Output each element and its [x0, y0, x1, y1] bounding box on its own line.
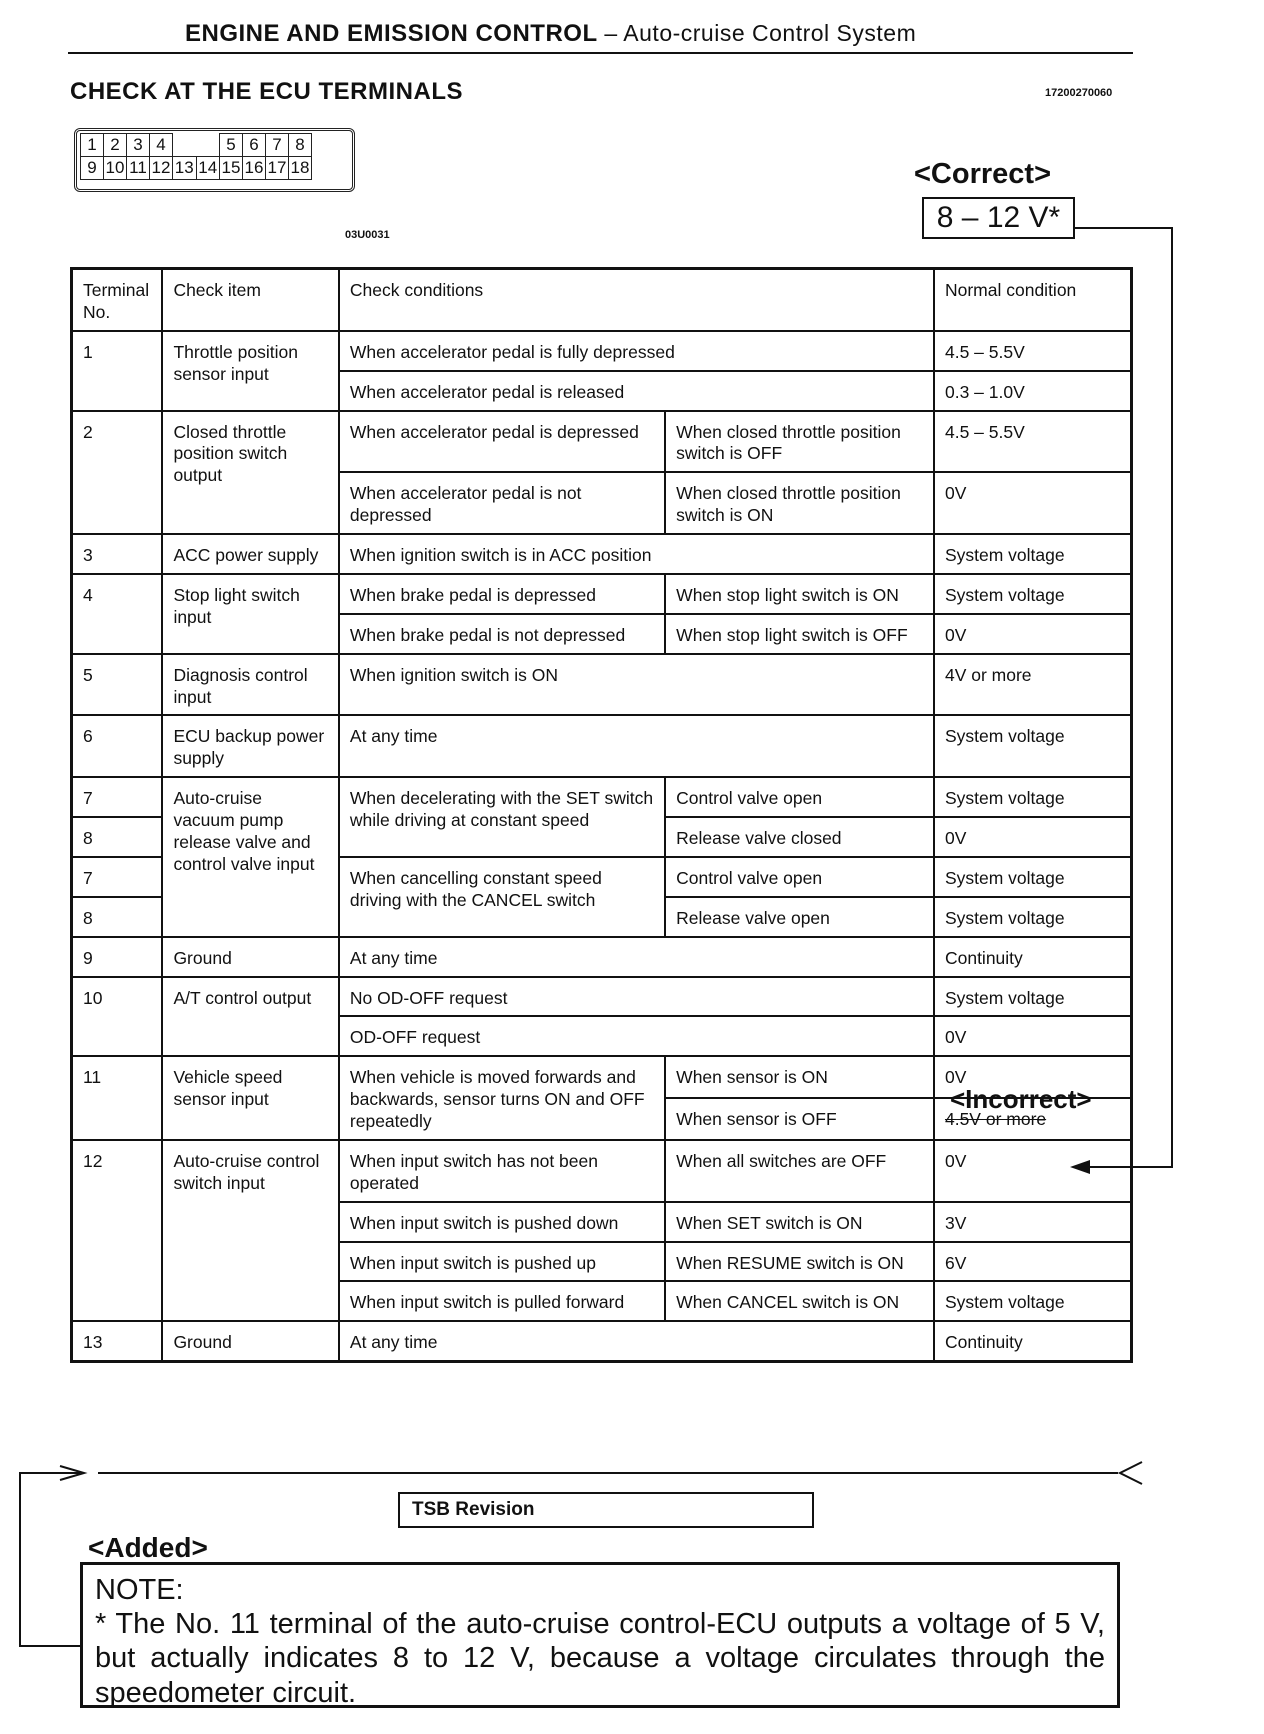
- terminal-no: 7: [72, 857, 163, 897]
- check-condition: When input switch is pulled forward: [339, 1281, 665, 1321]
- check-item: Throttle position sensor input: [162, 331, 338, 411]
- normal-condition: System voltage: [934, 574, 1132, 614]
- normal-condition: 3V: [934, 1202, 1132, 1242]
- check-sub-condition: Release valve open: [665, 897, 934, 937]
- terminal-no: 11: [72, 1056, 163, 1140]
- check-condition: At any time: [339, 715, 934, 777]
- check-sub-condition: When sensor is ON: [665, 1056, 934, 1098]
- normal-condition: 0V: [934, 1016, 1132, 1056]
- terminal-no: 5: [72, 654, 163, 716]
- terminal-no: 13: [72, 1321, 163, 1361]
- section-title: CHECK AT THE ECU TERMINALS: [70, 78, 463, 105]
- check-item: Auto-cruise vacuum pump release valve and control valve input: [162, 777, 338, 937]
- check-item: Ground: [162, 1321, 338, 1361]
- check-condition: When accelerator pedal is fully depressed: [339, 331, 934, 371]
- terminal-no: 4: [72, 574, 163, 654]
- note-box: [80, 1562, 1120, 1708]
- connector-pin: 8: [289, 134, 312, 157]
- normal-condition: 0V: [934, 1140, 1132, 1202]
- header-normal-condition: Normal condition: [934, 269, 1132, 331]
- check-sub-condition: When stop light switch is ON: [665, 574, 934, 614]
- check-sub-condition: When sensor is OFF: [665, 1098, 934, 1140]
- check-condition: When input switch has not been operated: [339, 1140, 665, 1202]
- normal-condition: System voltage: [934, 897, 1132, 937]
- added-label: <Added>: [88, 1532, 208, 1563]
- terminal-no: 8: [72, 897, 163, 937]
- check-condition: When accelerator pedal is depressed: [339, 411, 665, 473]
- check-item: ECU backup power supply: [162, 715, 338, 777]
- header-title-main: ENGINE AND EMISSION CONTROL: [185, 20, 598, 47]
- terminal-no: 8: [72, 817, 163, 857]
- connector-pin: 4: [150, 134, 173, 157]
- connector-pin: 1: [81, 134, 104, 157]
- correct-leader-line: [1073, 228, 1172, 1167]
- check-item: Auto-cruise control switch input: [162, 1140, 338, 1321]
- check-item: Stop light switch input: [162, 574, 338, 654]
- header-check-conditions: Check conditions: [339, 269, 934, 331]
- added-leader-line: [20, 1473, 80, 1646]
- revision-divider: [98, 1472, 1118, 1474]
- correct-label: <Correct>: [914, 158, 1052, 190]
- normal-condition: 0V: [934, 472, 1132, 534]
- connector-code: 03U0031: [345, 229, 390, 241]
- connector-pin: 13: [173, 157, 197, 180]
- check-sub-condition: Release valve closed: [665, 817, 934, 857]
- normal-condition: System voltage: [934, 777, 1132, 817]
- note-title: NOTE:: [95, 1574, 184, 1606]
- check-condition: When accelerator pedal is released: [339, 371, 934, 411]
- normal-condition: 0V: [934, 817, 1132, 857]
- check-condition: No OD-OFF request: [339, 977, 934, 1017]
- terminal-no: 3: [72, 534, 163, 574]
- check-sub-condition: When all switches are OFF: [665, 1140, 934, 1202]
- check-sub-condition: Control valve open: [665, 777, 934, 817]
- connector-pin: 18: [289, 157, 312, 180]
- check-condition: At any time: [339, 937, 934, 977]
- terminal-no: 2: [72, 411, 163, 535]
- connector-pin: 15: [220, 157, 243, 180]
- check-item: Diagnosis control input: [162, 654, 338, 716]
- connector-pin: 14: [196, 157, 220, 180]
- connector-pin: 12: [150, 157, 173, 180]
- normal-condition: 0V: [934, 614, 1132, 654]
- check-sub-condition: Control valve open: [665, 857, 934, 897]
- terminal-no: 7: [72, 777, 163, 817]
- check-item: Ground: [162, 937, 338, 977]
- terminal-no: 9: [72, 937, 163, 977]
- check-item: ACC power supply: [162, 534, 338, 574]
- connector-pin: 2: [104, 134, 127, 157]
- normal-condition: 4.5 – 5.5V: [934, 411, 1132, 473]
- check-sub-condition: When closed throttle position switch is OFF: [665, 411, 934, 473]
- normal-condition: System voltage: [934, 534, 1132, 574]
- note-text: * The No. 11 terminal of the auto-cruise control-ECU outputs a voltage of 5 V, but actually indicates 8 to 12 V, because a voltage circulates through the speedometer circuit.: [95, 1608, 1105, 1709]
- check-condition: When brake pedal is not depressed: [339, 614, 665, 654]
- check-condition: When ignition switch is in ACC position: [339, 534, 934, 574]
- terminal-no: 10: [72, 977, 163, 1057]
- normal-condition: Continuity: [934, 937, 1132, 977]
- check-condition: When input switch is pushed up: [339, 1242, 665, 1282]
- normal-condition: System voltage: [934, 1281, 1132, 1321]
- connector-pin: 5: [220, 134, 243, 157]
- check-condition: At any time: [339, 1321, 934, 1361]
- normal-condition: 4V or more: [934, 654, 1132, 716]
- header-check-item: Check item: [162, 269, 338, 331]
- tsb-revision-label: TSB Revision: [398, 1492, 814, 1528]
- normal-condition: System voltage: [934, 857, 1132, 897]
- normal-condition: 0.3 – 1.0V: [934, 371, 1132, 411]
- correct-value-box: 8 – 12 V*: [922, 197, 1075, 239]
- check-condition: When accelerator pedal is not depressed: [339, 472, 665, 534]
- check-sub-condition: When stop light switch is OFF: [665, 614, 934, 654]
- check-item: Vehicle speed sensor input: [162, 1056, 338, 1140]
- check-sub-condition: When CANCEL switch is ON: [665, 1281, 934, 1321]
- connector-pin: 11: [127, 157, 150, 180]
- normal-condition: System voltage: [934, 715, 1132, 777]
- connector-pin: 6: [243, 134, 266, 157]
- terminal-no: 6: [72, 715, 163, 777]
- normal-condition: 4.5 – 5.5V: [934, 331, 1132, 371]
- normal-condition: System voltage: [934, 977, 1132, 1017]
- page-header: ENGINE AND EMISSION CONTROL – Auto-cruise Control System: [185, 20, 917, 47]
- check-item: A/T control output: [162, 977, 338, 1057]
- normal-condition: 6V: [934, 1242, 1132, 1282]
- normal-condition: 0V: [934, 1056, 1132, 1098]
- leader-arrowhead-icon: [1070, 1160, 1090, 1174]
- revision-right-arrow-icon: [1120, 1462, 1142, 1484]
- connector-pin: 17: [266, 157, 289, 180]
- check-item: Closed throttle position switch output: [162, 411, 338, 535]
- connector-pin: 10: [104, 157, 127, 180]
- connector-pin: 3: [127, 134, 150, 157]
- check-condition: When cancelling constant speed driving with the CANCEL switch: [339, 857, 665, 937]
- terminal-no: 1: [72, 331, 163, 411]
- check-condition: When input switch is pushed down: [339, 1202, 665, 1242]
- connector-pin: 16: [243, 157, 266, 180]
- check-condition: When vehicle is moved forwards and backwards, sensor turns ON and OFF repeatedly: [339, 1056, 665, 1140]
- incorrect-label: <Incorrect>: [949, 1084, 1092, 1115]
- connector-pin: 9: [81, 157, 104, 180]
- check-sub-condition: When RESUME switch is ON: [665, 1242, 934, 1282]
- normal-condition: Continuity: [934, 1321, 1132, 1361]
- header-terminal-no: Terminal No.: [72, 269, 163, 331]
- check-condition: OD-OFF request: [339, 1016, 934, 1056]
- incorrect-value: 4.5V or more: [944, 1109, 1047, 1130]
- check-sub-condition: When SET switch is ON: [665, 1202, 934, 1242]
- header-title-sub: Auto-cruise Control System: [623, 20, 917, 46]
- check-condition: When ignition switch is ON: [339, 654, 934, 716]
- check-condition: When brake pedal is depressed: [339, 574, 665, 614]
- terminal-no: 12: [72, 1140, 163, 1321]
- connector-pin: 7: [266, 134, 289, 157]
- check-condition: When decelerating with the SET switch while driving at constant speed: [339, 777, 665, 857]
- document-code: 17200270060: [1045, 87, 1113, 99]
- check-sub-condition: When closed throttle position switch is ON: [665, 472, 934, 534]
